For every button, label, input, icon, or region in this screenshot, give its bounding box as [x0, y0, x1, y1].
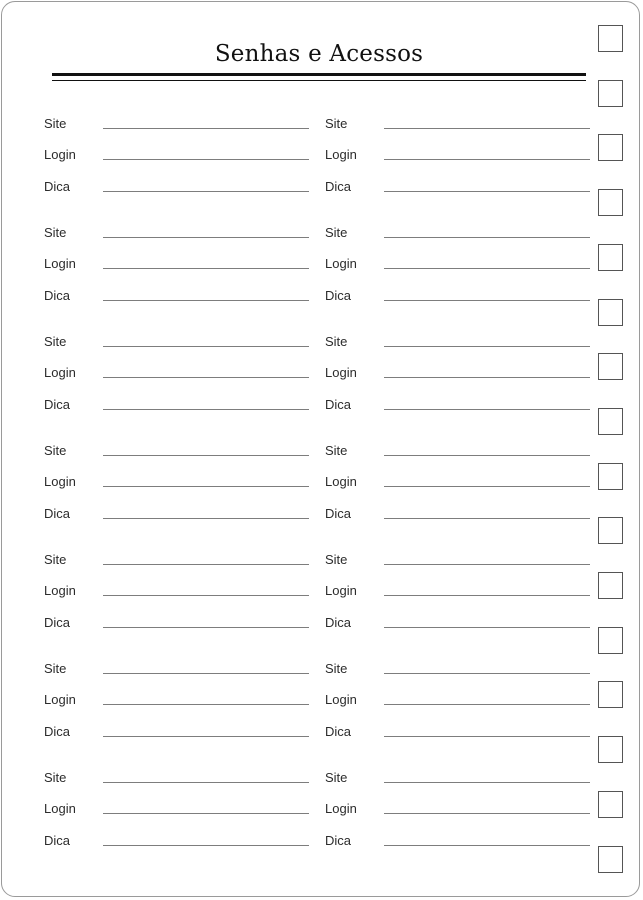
login-row — [44, 252, 309, 276]
login-label: Login — [44, 147, 76, 162]
login-write-line[interactable] — [103, 813, 309, 814]
hint-write-line[interactable] — [384, 845, 590, 846]
login-label: Login — [325, 474, 357, 489]
site-write-line[interactable] — [384, 455, 590, 456]
hint-label: Dica — [325, 506, 352, 521]
login-label: Login — [325, 801, 357, 816]
site-write-line[interactable] — [103, 673, 309, 674]
login-write-line[interactable] — [384, 486, 590, 487]
site-label: Site — [44, 770, 67, 785]
login-row — [44, 688, 309, 712]
hint-row — [325, 284, 590, 308]
site-write-line[interactable] — [103, 237, 309, 238]
hint-label: Dica — [44, 397, 71, 412]
hint-row — [44, 829, 309, 853]
hint-label: Dica — [325, 833, 352, 848]
site-row — [44, 657, 309, 681]
site-write-line[interactable] — [103, 782, 309, 783]
hint-row — [44, 175, 309, 199]
index-tab-16[interactable] — [598, 846, 623, 873]
index-tab-1[interactable] — [598, 25, 623, 52]
login-row — [325, 470, 590, 494]
site-row — [325, 221, 590, 245]
password-entry-left-5 — [44, 548, 309, 657]
site-label: Site — [325, 661, 348, 676]
password-entry-right-2 — [325, 221, 590, 330]
hint-row — [44, 611, 309, 635]
login-write-line[interactable] — [384, 268, 590, 269]
site-label: Site — [44, 334, 67, 349]
login-write-line[interactable] — [384, 595, 590, 596]
site-row — [325, 766, 590, 790]
site-write-line[interactable] — [384, 782, 590, 783]
login-row — [325, 797, 590, 821]
entries-column-right — [325, 112, 590, 875]
password-entry-left-2 — [44, 221, 309, 330]
login-row — [44, 143, 309, 167]
site-row — [44, 439, 309, 463]
login-write-line[interactable] — [103, 595, 309, 596]
login-row — [325, 252, 590, 276]
login-row — [44, 797, 309, 821]
site-write-line[interactable] — [384, 564, 590, 565]
login-write-line[interactable] — [103, 377, 309, 378]
site-label: Site — [325, 334, 348, 349]
hint-row — [325, 502, 590, 526]
site-label: Site — [44, 552, 67, 567]
site-row — [325, 439, 590, 463]
login-label: Login — [44, 256, 76, 271]
login-row — [44, 470, 309, 494]
hint-row — [44, 720, 309, 744]
password-entry-right-7 — [325, 766, 590, 875]
hint-write-line[interactable] — [103, 627, 309, 628]
site-label: Site — [44, 661, 67, 676]
index-tab-7[interactable] — [598, 353, 623, 380]
hint-label: Dica — [325, 288, 352, 303]
hint-write-line[interactable] — [384, 300, 590, 301]
login-row — [325, 688, 590, 712]
site-label: Site — [44, 443, 67, 458]
index-tab-8[interactable] — [598, 408, 623, 435]
site-write-line[interactable] — [103, 128, 309, 129]
site-write-line[interactable] — [103, 564, 309, 565]
password-entry-right-5 — [325, 548, 590, 657]
login-label: Login — [44, 692, 76, 707]
login-row — [44, 361, 309, 385]
login-label: Login — [44, 583, 76, 598]
hint-write-line[interactable] — [103, 845, 309, 846]
password-entry-left-1 — [44, 112, 309, 221]
login-write-line[interactable] — [103, 159, 309, 160]
site-row — [44, 221, 309, 245]
site-write-line[interactable] — [384, 237, 590, 238]
login-label: Login — [325, 365, 357, 380]
index-tab-4[interactable] — [598, 189, 623, 216]
site-row — [44, 112, 309, 136]
title-rule-thick — [52, 73, 586, 76]
login-write-line[interactable] — [384, 159, 590, 160]
hint-row — [325, 720, 590, 744]
password-entry-left-7 — [44, 766, 309, 875]
password-entry-left-3 — [44, 330, 309, 439]
hint-write-line[interactable] — [103, 191, 309, 192]
login-row — [325, 143, 590, 167]
login-row — [44, 579, 309, 603]
hint-label: Dica — [325, 397, 352, 412]
title-rule-thin — [52, 80, 586, 81]
page-title: Senhas e Acessos — [214, 41, 424, 67]
hint-write-line[interactable] — [103, 409, 309, 410]
index-tab-3[interactable] — [598, 134, 623, 161]
hint-label: Dica — [325, 615, 352, 630]
login-row — [325, 579, 590, 603]
site-label: Site — [325, 116, 348, 131]
hint-label: Dica — [44, 506, 71, 521]
site-row — [44, 766, 309, 790]
index-tab-10[interactable] — [598, 517, 623, 544]
password-entry-right-6 — [325, 657, 590, 766]
password-entry-left-6 — [44, 657, 309, 766]
hint-row — [325, 393, 590, 417]
hint-write-line[interactable] — [384, 627, 590, 628]
login-label: Login — [44, 801, 76, 816]
index-tab-11[interactable] — [598, 572, 623, 599]
login-write-line[interactable] — [384, 813, 590, 814]
hint-write-line[interactable] — [384, 736, 590, 737]
site-write-line[interactable] — [384, 346, 590, 347]
site-write-line[interactable] — [103, 346, 309, 347]
site-row — [325, 548, 590, 572]
password-entry-right-4 — [325, 439, 590, 548]
login-write-line[interactable] — [103, 268, 309, 269]
hint-label: Dica — [44, 179, 71, 194]
hint-label: Dica — [325, 179, 352, 194]
index-tab-14[interactable] — [598, 736, 623, 763]
password-entry-right-3 — [325, 330, 590, 439]
site-write-line[interactable] — [384, 128, 590, 129]
site-label: Site — [325, 552, 348, 567]
site-label: Site — [325, 443, 348, 458]
login-label: Login — [325, 256, 357, 271]
login-write-line[interactable] — [103, 486, 309, 487]
hint-write-line[interactable] — [384, 518, 590, 519]
login-write-line[interactable] — [384, 377, 590, 378]
login-label: Login — [44, 474, 76, 489]
index-tab-12[interactable] — [598, 627, 623, 654]
site-row — [325, 330, 590, 354]
hint-write-line[interactable] — [103, 518, 309, 519]
hint-row — [325, 829, 590, 853]
site-row — [325, 112, 590, 136]
hint-write-line[interactable] — [103, 300, 309, 301]
site-row — [44, 548, 309, 572]
site-row — [44, 330, 309, 354]
password-entry-left-4 — [44, 439, 309, 548]
hint-label: Dica — [44, 615, 71, 630]
hint-row — [44, 393, 309, 417]
index-tab-6[interactable] — [598, 299, 623, 326]
hint-label: Dica — [44, 724, 71, 739]
site-row — [325, 657, 590, 681]
login-label: Login — [325, 147, 357, 162]
hint-row — [44, 284, 309, 308]
hint-row — [44, 502, 309, 526]
hint-write-line[interactable] — [384, 409, 590, 410]
site-label: Site — [44, 116, 67, 131]
hint-row — [325, 611, 590, 635]
login-label: Login — [44, 365, 76, 380]
index-tab-2[interactable] — [598, 80, 623, 107]
site-label: Site — [325, 225, 348, 240]
entries-column-left — [44, 112, 309, 875]
site-write-line[interactable] — [384, 673, 590, 674]
login-row — [325, 361, 590, 385]
hint-label: Dica — [325, 724, 352, 739]
index-tab-15[interactable] — [598, 791, 623, 818]
site-label: Site — [44, 225, 67, 240]
login-label: Login — [325, 583, 357, 598]
login-write-line[interactable] — [103, 704, 309, 705]
login-write-line[interactable] — [384, 704, 590, 705]
index-tab-5[interactable] — [598, 244, 623, 271]
hint-row — [325, 175, 590, 199]
index-tab-9[interactable] — [598, 463, 623, 490]
hint-write-line[interactable] — [384, 191, 590, 192]
site-write-line[interactable] — [103, 455, 309, 456]
hint-label: Dica — [44, 288, 71, 303]
password-entry-right-1 — [325, 112, 590, 221]
hint-write-line[interactable] — [103, 736, 309, 737]
index-tab-13[interactable] — [598, 681, 623, 708]
hint-label: Dica — [44, 833, 71, 848]
login-label: Login — [325, 692, 357, 707]
site-label: Site — [325, 770, 348, 785]
